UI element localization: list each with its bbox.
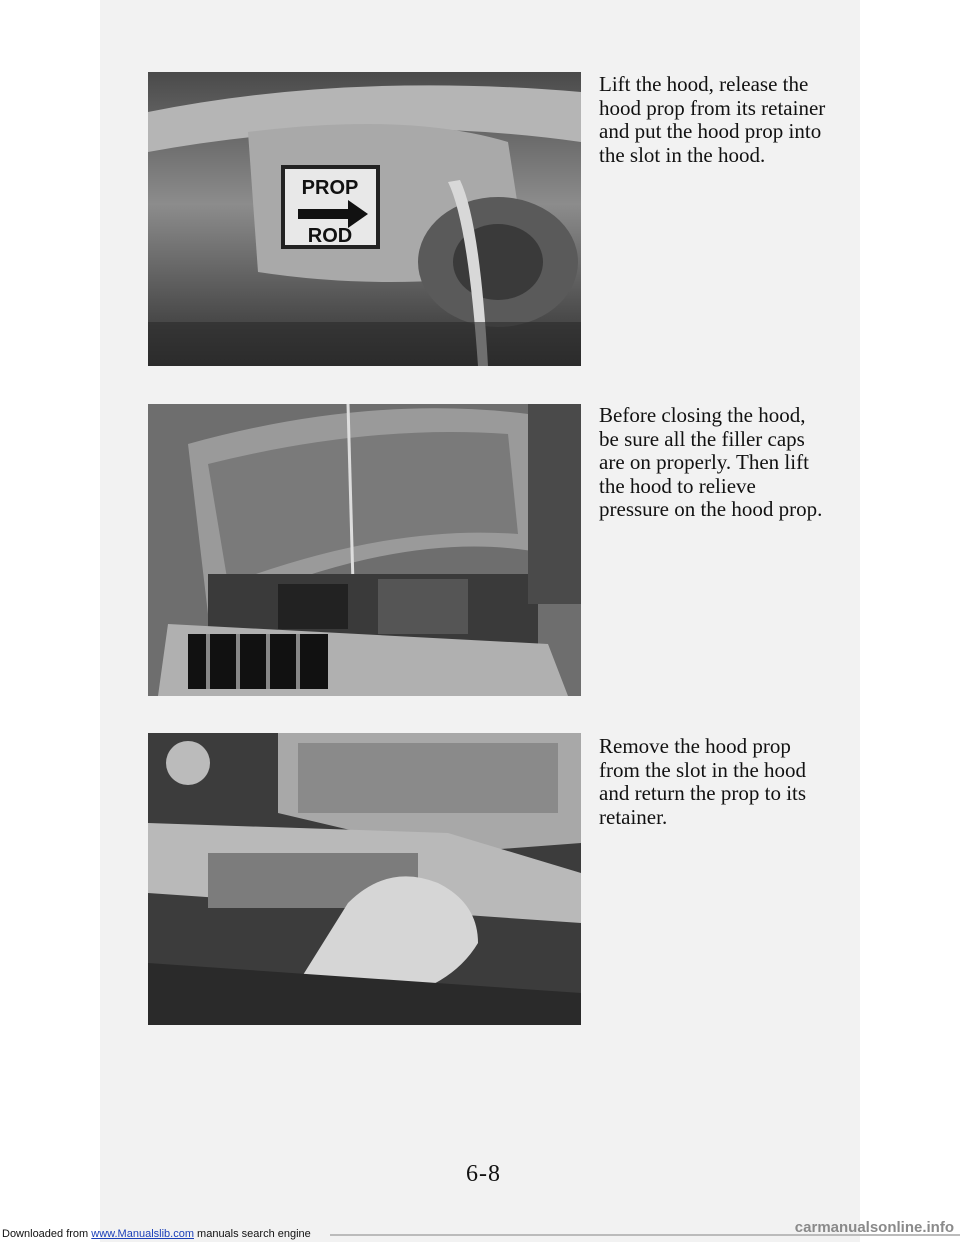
open-hood-photo	[148, 404, 581, 696]
step-lift-hood-text: Lift the hood, release the hood prop from its retainer and put the hood prop into the slot in the hood.	[599, 72, 826, 167]
download-footer	[0, 1219, 960, 1242]
footer-suffix: manuals search engine	[193, 1228, 311, 1240]
page-number: 6-8	[466, 1161, 501, 1187]
footer-prefix: Downloaded from	[2, 1228, 92, 1240]
prop-label-bottom: ROD	[307, 225, 353, 247]
watermark: carmanualsonline.info	[794, 1219, 954, 1236]
manualslib-link[interactable]: www.Manualslib.com	[91, 1228, 194, 1240]
retainer-photo	[148, 733, 581, 1025]
hood-prop-photo	[148, 72, 581, 366]
step-before-closing-text: Before closing the hood, be sure all the filler caps are on properly. Then lift the hood to relieve pressure on the hood prop.	[599, 403, 823, 521]
step-remove-prop-text: Remove the hood prop from the slot in the hood and return the prop to its retainer.	[599, 734, 807, 829]
prop-label-top: PROP	[301, 177, 359, 199]
